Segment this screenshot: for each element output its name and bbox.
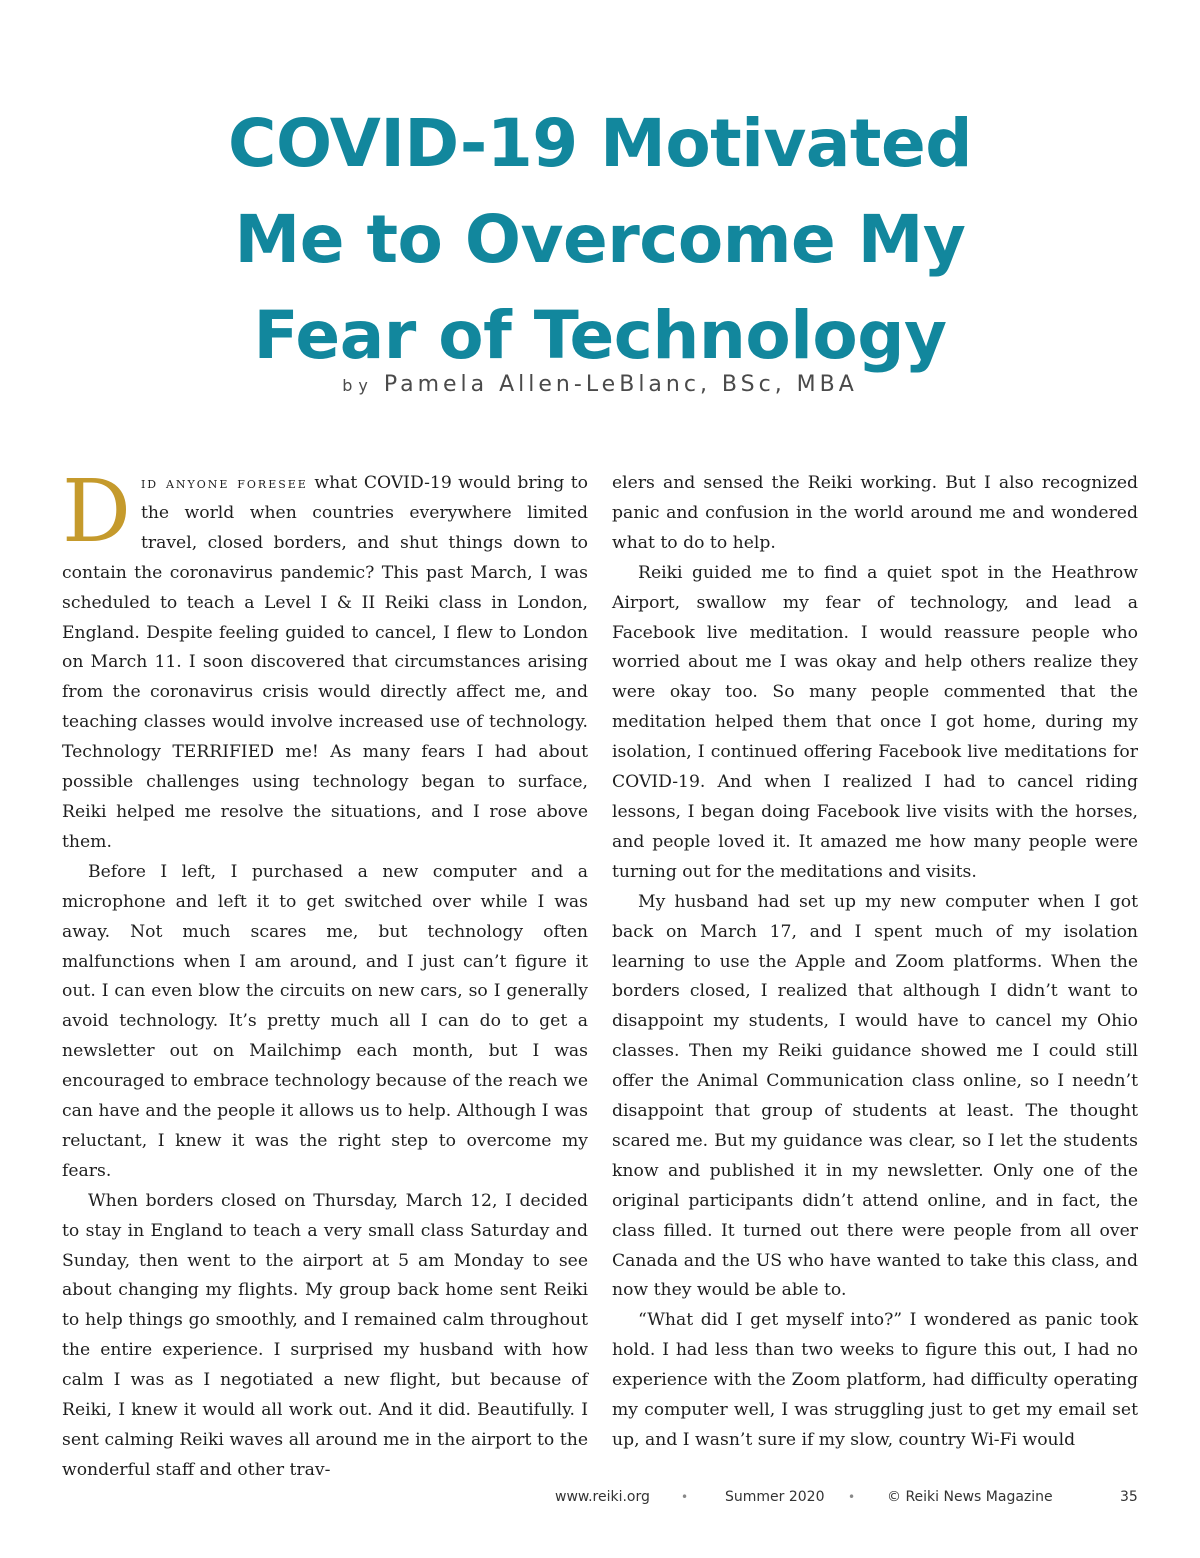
paragraph: Reiki guided me to find a quiet spot in the Heathrow Airport, swallow my fear of technology, and lead a Facebook live meditation. I would reassure people who worried about me I was okay and help others realize they were okay too. So many people commented that the meditation helped them that once I got home, during my isolation, I continued offering Facebook live meditations for COVID-19. And when I realized I had to cancel riding lessons, I began doing Facebook live visits with the horses, and people loved it. It amazed me how many people were turning out for the meditations and visits. bbox=[612, 562, 1138, 882]
footer-separator: • bbox=[681, 1490, 689, 1504]
paragraph bbox=[62, 462, 588, 858]
article-title bbox=[100, 96, 1100, 384]
right-column bbox=[612, 469, 1138, 1456]
paragraph: My husband had set up my new computer when I got back on March 17, and I spent much of my isolation learning to use the Apple and Zoom platforms. When the borders closed, I realized that although I didn’t want to disappoint my students, I would have to cancel my Ohio classes. Then my Reiki guidance showed me I could still offer the Animal Communication class online, so I needn’t disappoint that group of students at least. The thought scared me. But my guidance was clear, so I let the students know and published it in my newsletter. Only one of the original participants didn’t attend online, and in fact, the class filled. It turned out there were people from all over Canada and the US who have wanted to take this class, and now they would be able to. bbox=[612, 891, 1138, 1301]
footer-issue: Summer 2020 bbox=[725, 1489, 825, 1505]
paragraph-text: what COVID-19 would bring to the world when countries everywhere limited travel, closed borders, and shut things down to contain the coronavirus pandemic? This past March, I was scheduled to teach a Level I & II Reiki class in London, England. Despite feeling guided to cancel, I flew to London on March 11. I soon discovered that circumstances arising from the coronavirus crisis would directly affect me, and teaching classes would involve increased use of technology. Technology TERRIFIED me! As many fears I had about possible challenges using technology began to surface, Reiki helped me resolve the situations, and I rose above them. bbox=[62, 473, 588, 852]
author-name: Pamela Allen-LeBlanc, BSc, MBA bbox=[383, 372, 858, 397]
page-number: 35 bbox=[1120, 1489, 1138, 1505]
drop-cap: D bbox=[62, 462, 131, 562]
paragraph: “What did I get myself into?” I wondered as panic took hold. I had less than two weeks to figure this out, I had no experience with the Zoom platform, had difficulty operating my computer well, I was struggling just to get my email set up, and I wasn’t sure if my slow, country Wi-Fi would bbox=[612, 1310, 1138, 1450]
paragraph: elers and sensed the Reiki working. But I also recognized panic and confusion in the world around me and wondered what to do to help. bbox=[612, 473, 1138, 553]
article-title-line-3: Fear of Technology bbox=[253, 297, 947, 375]
footer-separator: • bbox=[848, 1490, 856, 1504]
paragraph: When borders closed on Thursday, March 12, I decided to stay in England to teach a very small class Saturday and Sunday, then went to the airport at 5 am Monday to see about changing my flights. My group back home sent Reiki to help things go smoothly, and I remained calm throughout the entire experience. I surprised my husband with how calm I was as I negotiated a new flight, but because of Reiki, I knew it would all work out. And it did. Beautifully. I sent calming Reiki waves all around me in the airport to the wonderful staff and other trav- bbox=[62, 1190, 588, 1480]
lead-in: id anyone foresee bbox=[140, 474, 308, 492]
footer-website: www.reiki.org bbox=[555, 1489, 650, 1505]
paragraph: Before I left, I purchased a new computer and a microphone and left it to get switched over while I was away. Not much scares me, but technology often malfunctions when I am around, and I just can’t figure it out. I can even blow the circuits on new cars, so I generally avoid technology. It’s pretty much all I can do to get a newsletter out on Mailchimp each month, but I was encouraged to embrace technology because of the reach we can have and the people it allows us to help. Although I was reluctant, I knew it was the right step to overcome my fears. bbox=[62, 861, 588, 1181]
author-byline bbox=[100, 372, 1100, 397]
byline-prefix: by bbox=[342, 376, 374, 395]
left-column bbox=[62, 462, 588, 1486]
article-title-line-1: COVID-19 Motivated bbox=[228, 105, 972, 183]
footer-publication: © Reiki News Magazine bbox=[887, 1489, 1053, 1505]
article-title-line-2: Me to Overcome My bbox=[234, 201, 966, 279]
